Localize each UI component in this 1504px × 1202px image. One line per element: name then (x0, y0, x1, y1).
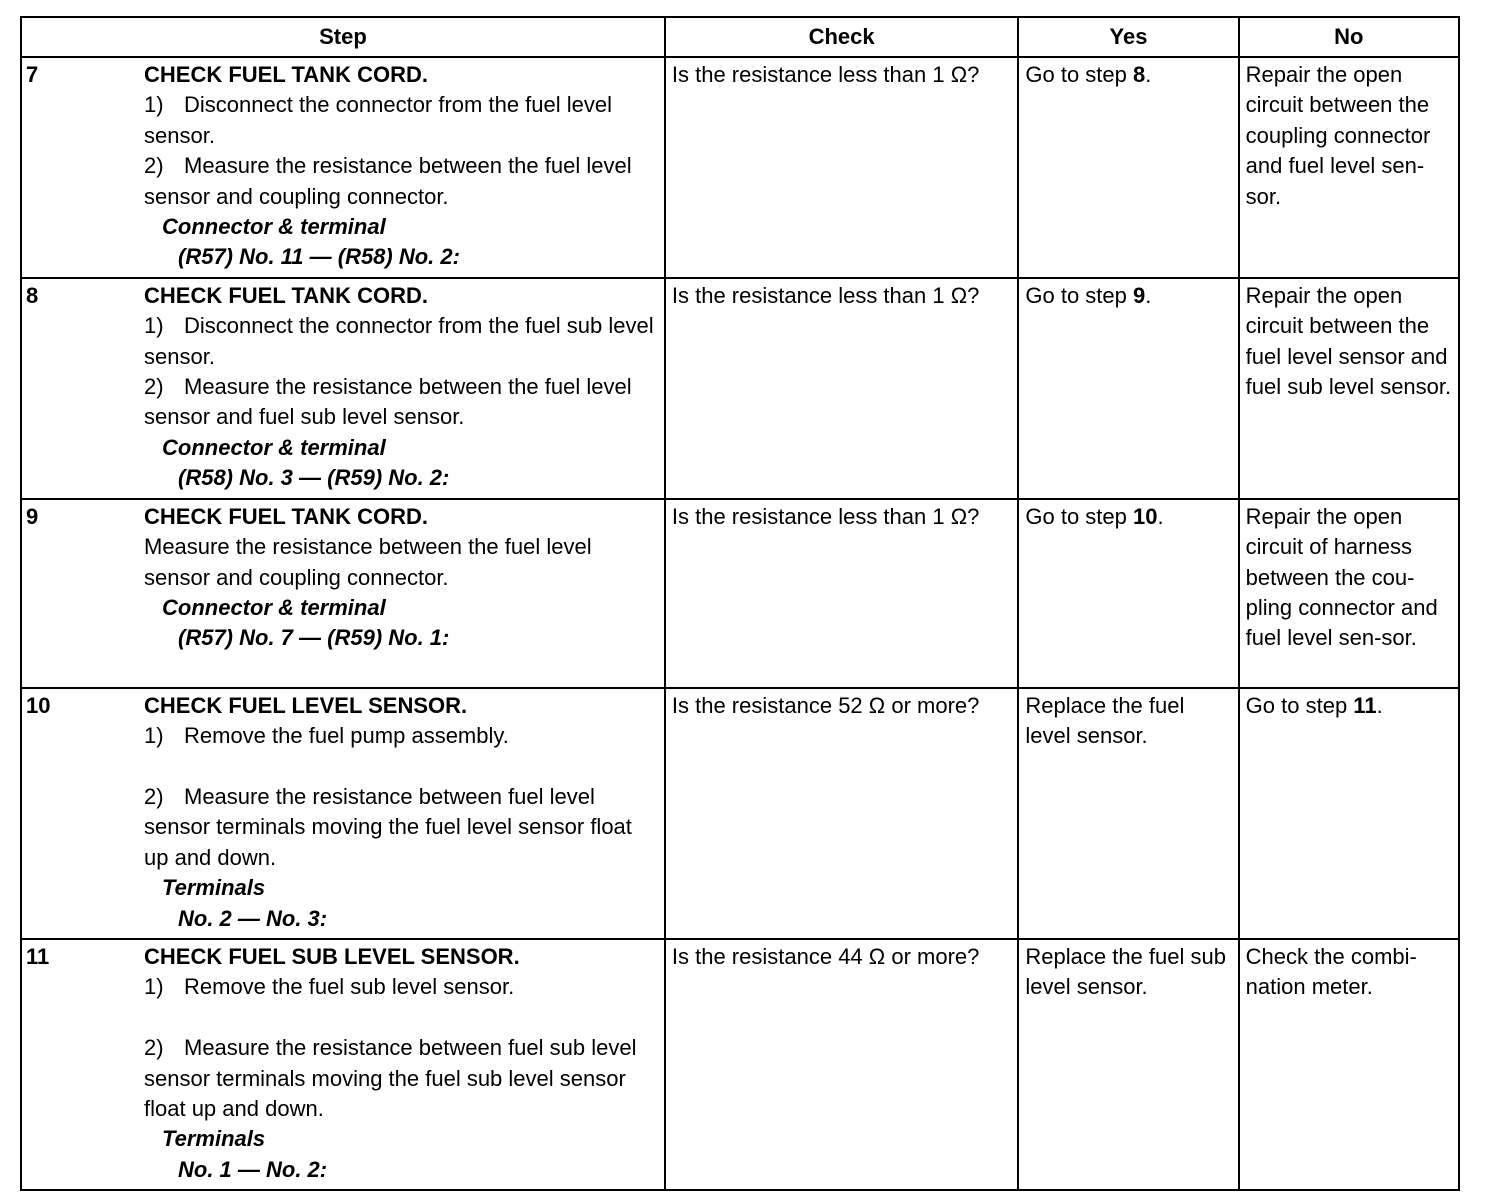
spec-value: No. 1 — No. 2: (178, 1156, 328, 1182)
spec-value: (R58) No. 3 — (R59) No. 2: (178, 465, 450, 491)
check-cell: Is the resistance 52 Ω or more? (665, 688, 1018, 939)
substep: 2) Measure the resistance between fuel sub level sensor terminals moving the fuel sub level sensor float up and down. (144, 1035, 637, 1121)
step-title: CHECK FUEL TANK CORD. (144, 503, 428, 529)
substep: 1) Disconnect the connector from the fuel level sensor. (144, 92, 613, 148)
table-row (21, 499, 1459, 688)
step-cell (21, 939, 665, 1190)
step-title: CHECK FUEL LEVEL SENSOR. (144, 692, 468, 718)
step-number: 10 (26, 692, 51, 718)
step-number: 11 (26, 943, 50, 969)
substep: 1) Remove the fuel sub level sensor. (144, 974, 515, 1000)
step-number: 8 (26, 282, 39, 308)
check-cell: Is the resistance less than 1 Ω? (665, 57, 1018, 278)
substep: 1) Remove the fuel pump assembly. (144, 723, 509, 749)
yes-cell: Replace the fuel level sensor. (1018, 688, 1238, 939)
no-cell: Repair the open circuit of harness between the cou-pling connector and fuel level sen-sor. (1239, 499, 1459, 688)
table-row (21, 939, 1459, 1190)
spec-label: Terminals (162, 1126, 266, 1152)
header-yes: Yes (1018, 17, 1238, 57)
step-number: 7 (26, 62, 39, 87)
spec-label: Connector & terminal (162, 434, 386, 460)
no-cell: Repair the open circuit between the coupling connector and fuel level sen-sor. (1239, 57, 1459, 278)
no-cell: Repair the open circuit between the fuel level sensor and fuel sub level sensor. (1239, 278, 1459, 499)
spec-value: (R57) No. 11 — (R58) No. 2: (178, 244, 460, 270)
yes-cell: Replace the fuel sub level sensor. (1018, 939, 1238, 1190)
step-cell (21, 278, 665, 499)
spec-value: (R57) No. 7 — (R59) No. 1: (178, 625, 450, 651)
yes-cell: Go to step 9. (1018, 278, 1238, 499)
step-title: CHECK FUEL SUB LEVEL SENSOR. (144, 943, 520, 969)
substep: 2) Measure the resistance between the fuel level sensor and fuel sub level sensor. (144, 374, 632, 430)
table-row (21, 688, 1459, 939)
step-cell (21, 688, 665, 939)
step-title: CHECK FUEL TANK CORD. (144, 282, 428, 308)
yes-cell: Go to step 8. (1018, 57, 1238, 278)
no-cell: Go to step 11. (1239, 688, 1459, 939)
header-step: Step (21, 17, 665, 57)
step-title: CHECK FUEL TANK CORD. (144, 62, 428, 87)
step-body: Measure the resistance between the fuel level sensor and coupling connector. (144, 534, 592, 590)
diagnostic-table (20, 16, 1460, 1191)
substep: 2) Measure the resistance between the fuel level sensor and coupling connector. (144, 153, 632, 209)
substep: 1) Disconnect the connector from the fuel sub level sensor. (144, 313, 654, 369)
substep: 2) Measure the resistance between fuel level sensor terminals moving the fuel level sensor float up and down. (144, 783, 632, 870)
spec-label: Terminals (162, 875, 266, 901)
header-row (21, 17, 1459, 57)
header-check: Check (665, 17, 1018, 57)
spec-value: No. 2 — No. 3: (178, 905, 328, 931)
table-row (21, 57, 1459, 278)
check-cell: Is the resistance less than 1 Ω? (665, 278, 1018, 499)
check-cell: Is the resistance 44 Ω or more? (665, 939, 1018, 1190)
step-cell (21, 499, 665, 688)
spec-label: Connector & terminal (162, 594, 386, 620)
header-no: No (1239, 17, 1459, 57)
step-number: 9 (26, 503, 39, 529)
step-cell (21, 57, 665, 278)
table-row (21, 278, 1459, 499)
check-cell: Is the resistance less than 1 Ω? (665, 499, 1018, 688)
yes-cell: Go to step 10. (1018, 499, 1238, 688)
spec-label: Connector & terminal (162, 214, 386, 240)
no-cell: Check the combi-nation meter. (1239, 939, 1459, 1190)
